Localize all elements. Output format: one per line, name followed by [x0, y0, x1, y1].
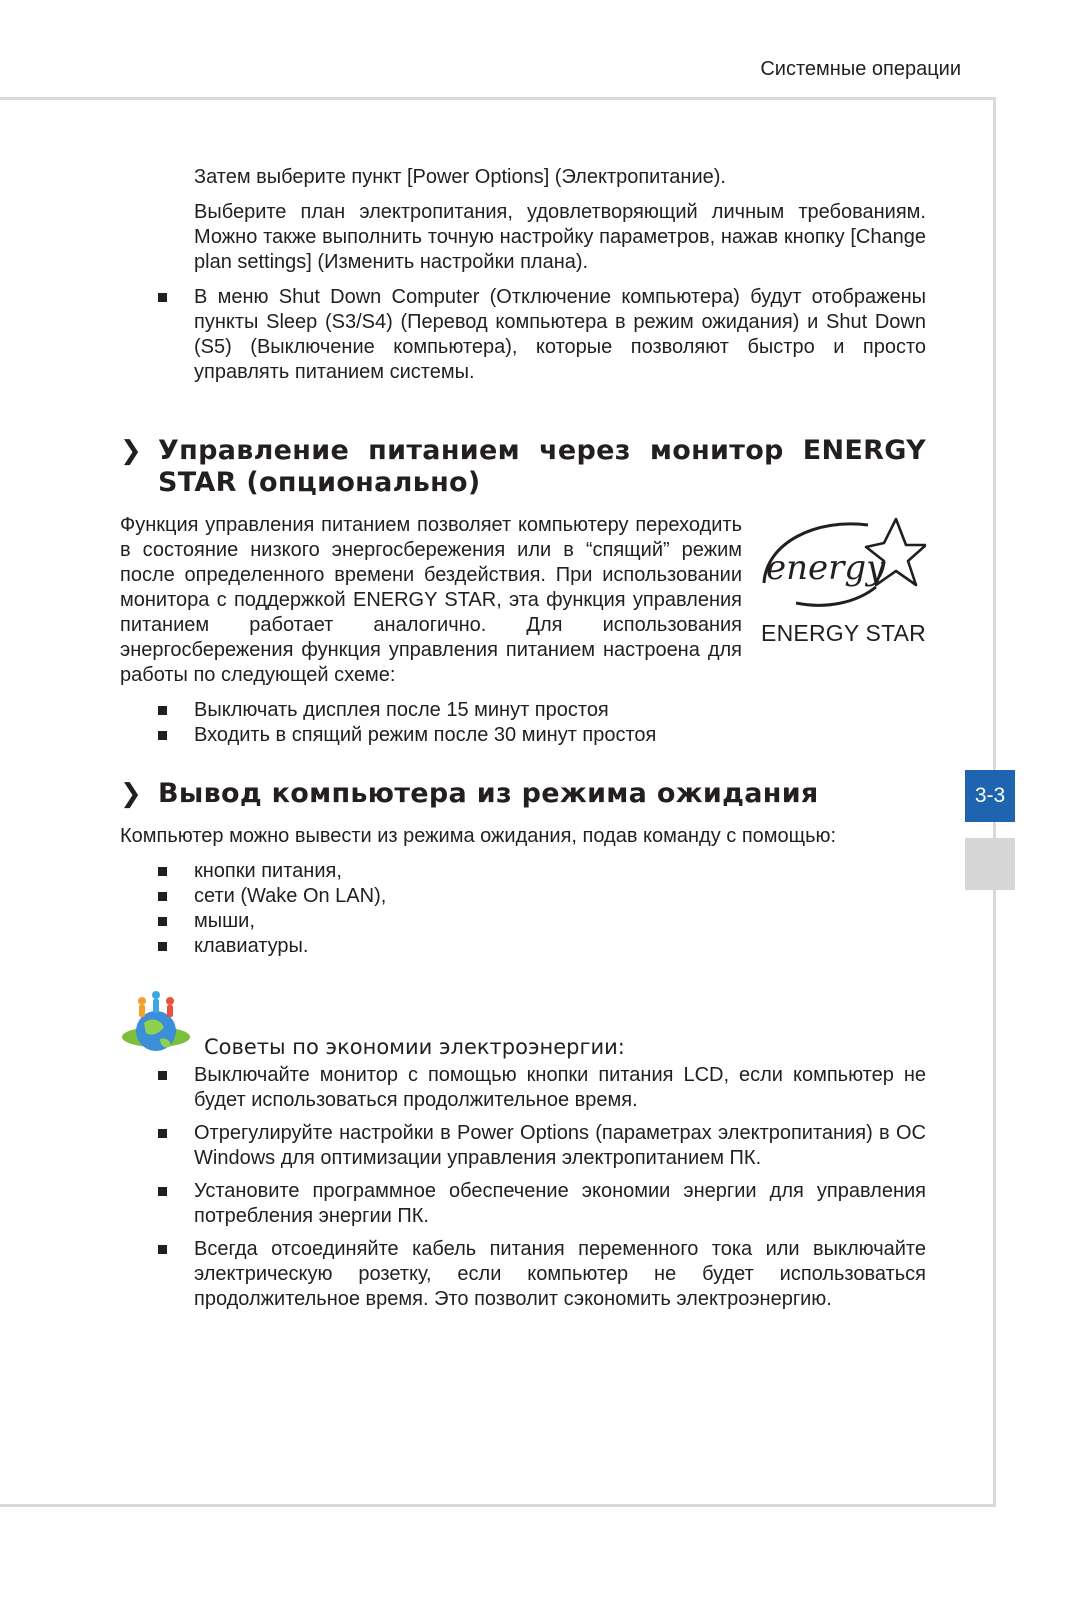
energy-section-heading [120, 435, 926, 499]
intro-paragraph-2: Выберите план электропитания, удовлетворяющий личным требованиям. Можно также выполнить точную настройку параметров, нажав кнопку [Change plan settings] (Изменить настройки плана). [194, 201, 926, 273]
intro-block [194, 165, 926, 275]
intro-bullet-list [120, 285, 926, 385]
intro-bullet: В меню Shut Down Computer (Отключение компьютера) будут отображены пункты Sleep (S3/S4) (Перевод компьютера в режим ожидания) и Shut Down (S5) (Выключение компьютера), которые позволяют быстро и просто управлять питанием системы. [120, 285, 926, 385]
energy-star-icon [756, 513, 926, 618]
energy-star-logo [756, 513, 926, 653]
tips-bullet-list [120, 1063, 926, 1312]
tips-bullet: Всегда отсоединяйте кабель питания переменного тока или выключайте электрическую розетку, если компьютер не будет использоваться продолжительное время. Это позволит сэкономить электроэнергию. [120, 1237, 926, 1312]
intro-paragraph-1: Затем выберите пункт [Power Options] (Электропитание). [194, 166, 726, 188]
chevron-right-icon: ❯ [120, 436, 143, 466]
wake-bullet: мыши, [120, 909, 926, 934]
page-frame-bottom [0, 1504, 996, 1507]
tips-header [120, 987, 926, 1059]
energy-paragraph: Функция управления питанием позволяет компьютеру переходить в состояние низкого энергосбережения или в “спящий” режим после определенного времени бездействия. При использовании монитора с поддержкой ENERGY STAR, эта функция управления питанием работает аналогично. Для использования энергосбережения функция управления питанием настроена для работы по следующей схеме: [120, 514, 742, 686]
chevron-right-icon: ❯ [120, 779, 143, 809]
wake-bullet: клавиатуры. [120, 934, 926, 959]
tips-bullet: Выключайте монитор с помощью кнопки питания LCD, если компьютер не будет использоваться продолжительное время. [120, 1063, 926, 1113]
page-content [120, 165, 926, 1320]
energy-bullet-list [120, 698, 926, 748]
tips-bullet: Отрегулируйте настройки в Power Options (параметрах электропитания) в ОС Windows для оптимизации управления электропитанием ПК. [120, 1121, 926, 1171]
page-frame-top [0, 97, 996, 100]
wake-bullet: кнопки питания, [120, 859, 926, 884]
energy-bullet: Выключать дисплея после 15 минут простоя [120, 698, 926, 723]
energy-star-label: ENERGY STAR [761, 620, 926, 646]
wake-heading-text: Вывод компьютера из режима ожидания [158, 778, 819, 809]
wake-bullet-list [120, 859, 926, 959]
page-tab-inactive[interactable] [965, 838, 1015, 890]
globe-people-icon [120, 987, 192, 1059]
svg-text:energy: energy [766, 548, 886, 588]
wake-section-heading [120, 778, 926, 810]
tips-title: Советы по экономии электроэнергии: [204, 1035, 625, 1059]
page-tab-active[interactable]: 3-3 [965, 770, 1015, 822]
wake-paragraph: Компьютер можно вывести из режима ожидания, подав команду с помощью: [120, 825, 837, 847]
tips-bullet: Установите программное обеспечение экономии энергии для управления потребления энергии ПК. [120, 1179, 926, 1229]
wake-bullet: сети (Wake On LAN), [120, 884, 926, 909]
energy-heading-text: Управление питанием через монитор ENERGY STAR (опционально) [158, 435, 926, 498]
energy-bullet: Входить в спящий режим после 30 минут простоя [120, 723, 926, 748]
page-header-title: Системные операции [760, 58, 961, 80]
energy-section-body [120, 513, 926, 688]
